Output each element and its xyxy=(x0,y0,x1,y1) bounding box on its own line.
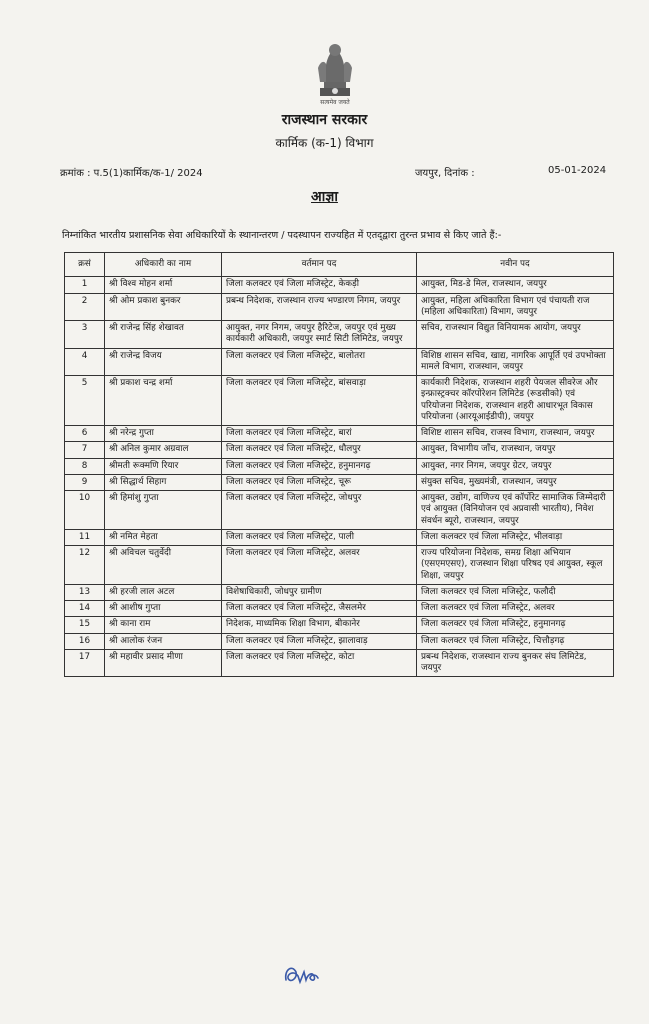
row-officer-name: श्री हरजी लाल अटल xyxy=(105,584,222,600)
row-serial: 3 xyxy=(65,321,105,349)
row-new-post: राज्य परियोजना निदेशक, समग्र शिक्षा अभियान (एसएमएसए), राजस्थान शिक्षा परिषद एवं आयुक्त, स्कूल शिक्षा, जयपुर xyxy=(417,546,614,585)
row-serial: 2 xyxy=(65,293,105,321)
row-current-post: जिला कलक्टर एवं जिला मजिस्ट्रेट, पाली xyxy=(222,529,417,545)
row-current-post: जिला कलक्टर एवं जिला मजिस्ट्रेट, हनुमानगढ़ xyxy=(222,458,417,474)
row-current-post: जिला कलक्टर एवं जिला मजिस्ट्रेट, बारां xyxy=(222,426,417,442)
row-new-post: जिला कलक्टर एवं जिला मजिस्ट्रेट, भीलवाड़ा xyxy=(417,529,614,545)
row-new-post: सचिव, राजस्थान विद्युत विनियामक आयोग, जयपुर xyxy=(417,321,614,349)
row-officer-name: श्रीमती रूक्मणि रियार xyxy=(105,458,222,474)
table-row xyxy=(65,584,614,600)
row-new-post: संयुक्त सचिव, मुख्यमंत्री, राजस्थान, जयपुर xyxy=(417,474,614,490)
table-row xyxy=(65,376,614,426)
row-serial: 16 xyxy=(65,633,105,649)
row-current-post: निदेशक, माध्यमिक शिक्षा विभाग, बीकानेर xyxy=(222,617,417,633)
table-row xyxy=(65,491,614,530)
row-current-post: जिला कलक्टर एवं जिला मजिस्ट्रेट, जैसलमेर xyxy=(222,601,417,617)
government-title: राजस्थान सरकार xyxy=(281,112,368,128)
row-new-post: जिला कलक्टर एवं जिला मजिस्ट्रेट, अलवर xyxy=(417,601,614,617)
row-officer-name: श्री नमित मेहता xyxy=(105,529,222,545)
row-officer-name: श्री आशीष गुप्ता xyxy=(105,601,222,617)
table-row xyxy=(65,633,614,649)
row-new-post: प्रबन्ध निदेशक, राजस्थान राज्य बुनकर संघ लिमिटेड, जयपुर xyxy=(417,649,614,677)
department-title: कार्मिक (क-1) विभाग xyxy=(275,136,374,150)
table-row xyxy=(65,601,614,617)
signature-icon xyxy=(278,958,326,994)
state-emblem-icon xyxy=(310,38,360,100)
row-officer-name: श्री विश्व मोहन शर्मा xyxy=(105,277,222,293)
row-officer-name: श्री अविचल चतुर्वेदी xyxy=(105,546,222,585)
order-date: 05-01-2024 xyxy=(548,165,607,176)
table-row xyxy=(65,617,614,633)
intro-paragraph: निम्नांकित भारतीय प्रशासनिक सेवा अधिकारियों के स्थानान्तरण / पदस्थापन राज्यहित में एतद्‌द्वारा तुरन्त प्रभाव से किए जाते हैं:- xyxy=(62,230,502,241)
row-serial: 4 xyxy=(65,348,105,376)
row-new-post: आयुक्त, मिड-डे मिल, राजस्थान, जयपुर xyxy=(417,277,614,293)
table-row xyxy=(65,442,614,458)
row-officer-name: श्री हिमांशु गुप्ता xyxy=(105,491,222,530)
row-serial: 10 xyxy=(65,491,105,530)
row-serial: 8 xyxy=(65,458,105,474)
header-new-post: नवीन पद xyxy=(417,253,614,277)
header-serial: क्रसं xyxy=(65,253,105,277)
table-row xyxy=(65,321,614,349)
table-row xyxy=(65,649,614,677)
table-header-row xyxy=(65,253,614,277)
transfer-table xyxy=(64,252,614,677)
row-serial: 17 xyxy=(65,649,105,677)
row-officer-name: श्री काना राम xyxy=(105,617,222,633)
order-title: आज्ञा xyxy=(311,189,338,205)
table-row xyxy=(65,293,614,321)
row-serial: 6 xyxy=(65,426,105,442)
row-serial: 14 xyxy=(65,601,105,617)
row-new-post: आयुक्त, नगर निगम, जयपुर ग्रेटर, जयपुर xyxy=(417,458,614,474)
row-serial: 15 xyxy=(65,617,105,633)
row-current-post: जिला कलक्टर एवं जिला मजिस्ट्रेट, धौलपुर xyxy=(222,442,417,458)
row-new-post: जिला कलक्टर एवं जिला मजिस्ट्रेट, फलौदी xyxy=(417,584,614,600)
emblem-motto: सत्यमेव जयते xyxy=(320,99,350,106)
row-new-post: जिला कलक्टर एवं जिला मजिस्ट्रेट, हनुमानगढ़ xyxy=(417,617,614,633)
table-row xyxy=(65,426,614,442)
row-serial: 11 xyxy=(65,529,105,545)
row-current-post: जिला कलक्टर एवं जिला मजिस्ट्रेट, बांसवाड़ा xyxy=(222,376,417,426)
row-officer-name: श्री प्रकाश चन्द्र शर्मा xyxy=(105,376,222,426)
row-serial: 12 xyxy=(65,546,105,585)
row-officer-name: श्री राजेन्द्र विजय xyxy=(105,348,222,376)
row-current-post: जिला कलक्टर एवं जिला मजिस्ट्रेट, चूरू xyxy=(222,474,417,490)
table-row xyxy=(65,348,614,376)
place-label: जयपुर, दिनांक : xyxy=(415,168,475,179)
row-serial: 13 xyxy=(65,584,105,600)
row-officer-name: श्री महावीर प्रसाद मीणा xyxy=(105,649,222,677)
row-officer-name: श्री नरेन्द्र गुप्ता xyxy=(105,426,222,442)
row-current-post: विशेषाधिकारी, जोधपुर ग्रामीण xyxy=(222,584,417,600)
row-new-post: आयुक्त, विभागीय जाँच, राजस्थान, जयपुर xyxy=(417,442,614,458)
row-serial: 9 xyxy=(65,474,105,490)
row-current-post: जिला कलक्टर एवं जिला मजिस्ट्रेट, कोटा xyxy=(222,649,417,677)
row-new-post: विशिष्ट शासन सचिव, राजस्व विभाग, राजस्थान, जयपुर xyxy=(417,426,614,442)
table-row xyxy=(65,546,614,585)
table-row xyxy=(65,458,614,474)
row-current-post: जिला कलक्टर एवं जिला मजिस्ट्रेट, झालावाड़ xyxy=(222,633,417,649)
header-current-post: वर्तमान पद xyxy=(222,253,417,277)
row-new-post: आयुक्त, उद्योग, वाणिज्य एवं कॉर्पोरेट सामाजिक जिम्मेदारी एवं आयुक्त (विनियोजन एवं अप्रवासी भारतीय), निवेश संवर्धन ब्यूरो, राजस्थान, जयपुर xyxy=(417,491,614,530)
row-new-post: विशिष्ठ शासन सचिव, खाद्य, नागरिक आपूर्ति एवं उपभोक्ता मामले विभाग, राजस्थान, जयपुर xyxy=(417,348,614,376)
table-row xyxy=(65,529,614,545)
row-officer-name: श्री आलोक रंजन xyxy=(105,633,222,649)
row-officer-name: श्री राजेन्द्र सिंह शेखावत xyxy=(105,321,222,349)
header-officer-name: अधिकारी का नाम xyxy=(105,253,222,277)
table-row xyxy=(65,277,614,293)
row-current-post: प्रबन्ध निदेशक, राजस्थान राज्य भण्डारण निगम, जयपुर xyxy=(222,293,417,321)
row-new-post: कार्यकारी निदेशक, राजस्थान शहरी पेयजल सीवरेज और इन्फ्रास्ट्रक्चर कॉरपोरेशन लिमिटेड (रूडसीको) एवं परियोजना निदेशक, राजस्थान शहरी आधारभूत विकास परियोजना (आरयूआईडीपी), जयपुर xyxy=(417,376,614,426)
row-current-post: जिला कलक्टर एवं जिला मजिस्ट्रेट, जोधपुर xyxy=(222,491,417,530)
table-row xyxy=(65,474,614,490)
row-serial: 5 xyxy=(65,376,105,426)
row-current-post: जिला कलक्टर एवं जिला मजिस्ट्रेट, अलवर xyxy=(222,546,417,585)
row-serial: 7 xyxy=(65,442,105,458)
row-current-post: जिला कलक्टर एवं जिला मजिस्ट्रेट, केकड़ी xyxy=(222,277,417,293)
row-officer-name: श्री सिद्धार्थ सिहाग xyxy=(105,474,222,490)
row-officer-name: श्री ओम प्रकाश बुनकर xyxy=(105,293,222,321)
row-new-post: आयुक्त, महिला अधिकारिता विभाग एवं पंचायती राज (महिला अधिकारिता) विभाग, जयपुर xyxy=(417,293,614,321)
row-current-post: आयुक्त, नगर निगम, जयपुर हैरिटेज, जयपुर एवं मुख्य कार्यकारी अधिकारी, जयपुर स्मार्ट सिटी लिमिटेड, जयपुर xyxy=(222,321,417,349)
row-officer-name: श्री अनिल कुमार अग्रवाल xyxy=(105,442,222,458)
row-current-post: जिला कलक्टर एवं जिला मजिस्ट्रेट, बालोतरा xyxy=(222,348,417,376)
reference-number: क्रमांक : प.5(1)कार्मिक/क-1/ 2024 xyxy=(60,168,203,179)
row-new-post: जिला कलक्टर एवं जिला मजिस्ट्रेट, चित्तौड़गढ़ xyxy=(417,633,614,649)
row-serial: 1 xyxy=(65,277,105,293)
